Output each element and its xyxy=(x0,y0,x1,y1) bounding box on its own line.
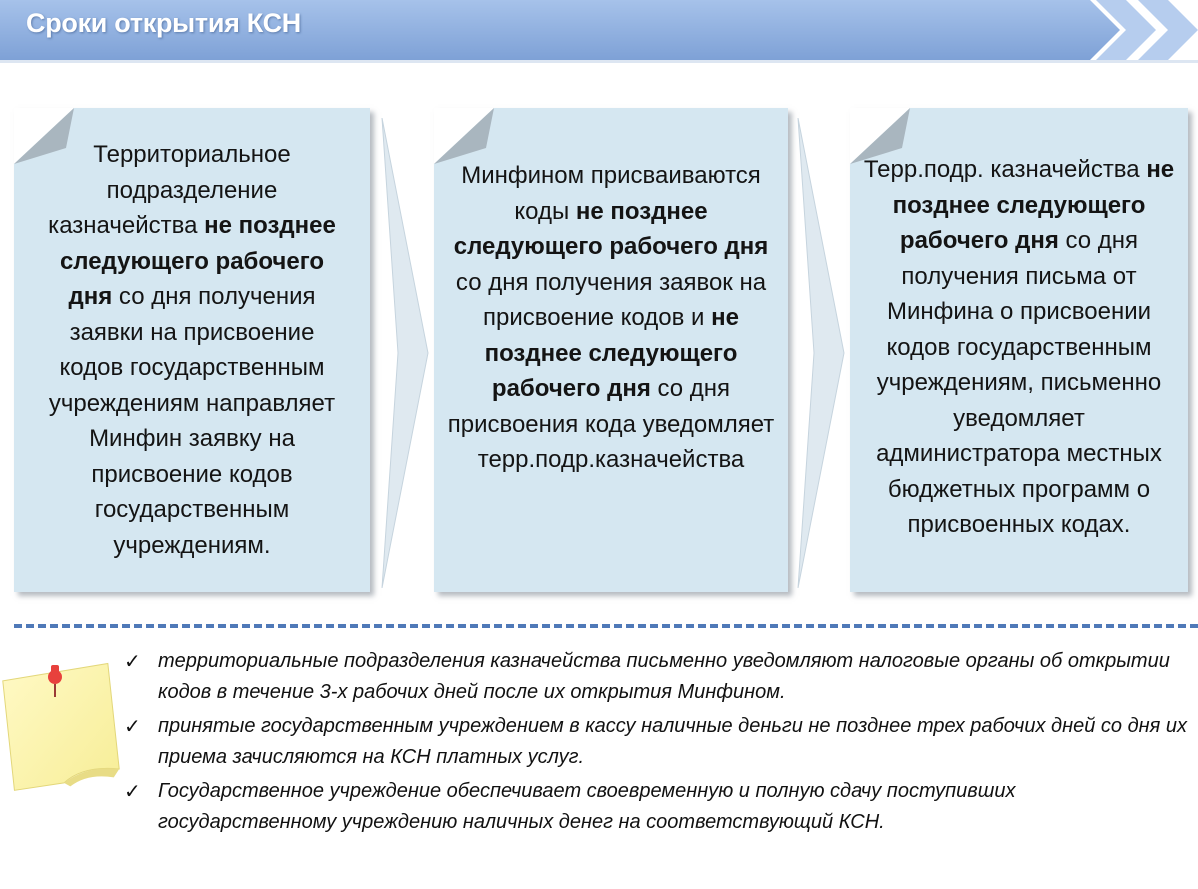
step-card-1 xyxy=(14,108,370,592)
step-card-3 xyxy=(850,108,1188,592)
note-item xyxy=(120,711,1198,773)
card-text-segment: со дня получения письма от Минфина о присвоении кодов государственным учреждениям, письменно уведомляет администратора местных бюджетных программ о присвоенных кодах. xyxy=(876,227,1162,538)
note-item xyxy=(120,776,1198,838)
step-card-2 xyxy=(434,108,788,592)
dashed-divider xyxy=(14,624,1198,628)
card-text-segment: Терр.подр. казначейства xyxy=(863,156,1147,183)
step-card-1-text xyxy=(14,108,370,592)
card-text-segment: со дня получения заявки на присвоение кодов государственным учреждениям направляет Минфин заявку на присвоение кодов государственным учреждениям. xyxy=(48,283,336,559)
card-text-segment: со дня получения заявок на присвоение кодов и xyxy=(455,268,767,331)
step-card-2-text xyxy=(434,108,788,592)
checkmark-icon: ✓ xyxy=(124,649,141,673)
note-text: принятые государственным учреждением в кассу наличные деньги не позднее трех рабочих дней со дня их приема зачисляются на КСН платных услуг. xyxy=(158,715,1188,768)
card-text-bold: не позднее следующего рабочего дня xyxy=(892,156,1175,254)
card-text-bold: не позднее следующего рабочего дня xyxy=(59,212,336,310)
card-text-bold: не позднее следующего рабочего дня xyxy=(453,197,769,260)
note-text: территориальные подразделения казначейства письменно уведомляют налоговые органы об открытии кодов в течение 3-х рабочих дней после их открытия Минфином. xyxy=(158,650,1170,703)
flow-arrow-2 xyxy=(796,118,846,588)
card-text-segment: Минфином присваиваются коды xyxy=(461,162,761,225)
flow-arrow-1 xyxy=(380,118,430,588)
note-text: Государственное учреждение обеспечивает своевременную и полную сдачу поступивших государственному учреждению наличных денег на соответствующий КСН. xyxy=(158,780,1016,833)
card-text-bold: не позднее следующего рабочего дня xyxy=(484,304,739,402)
sticky-note-pin-icon xyxy=(0,655,124,795)
note-item xyxy=(120,646,1198,708)
checkmark-icon: ✓ xyxy=(124,714,141,738)
card-text-segment: со дня присвоения кода уведомляет терр.подр.казначейства xyxy=(447,375,775,473)
header-bar xyxy=(0,0,1198,64)
card-text-segment: Территориальное подразделение казначейства xyxy=(48,141,291,239)
step-card-3-text xyxy=(850,108,1188,592)
checkmark-icon: ✓ xyxy=(124,779,141,803)
page-title: Сроки открытия КСН xyxy=(26,8,302,38)
notes-list xyxy=(120,646,1198,841)
